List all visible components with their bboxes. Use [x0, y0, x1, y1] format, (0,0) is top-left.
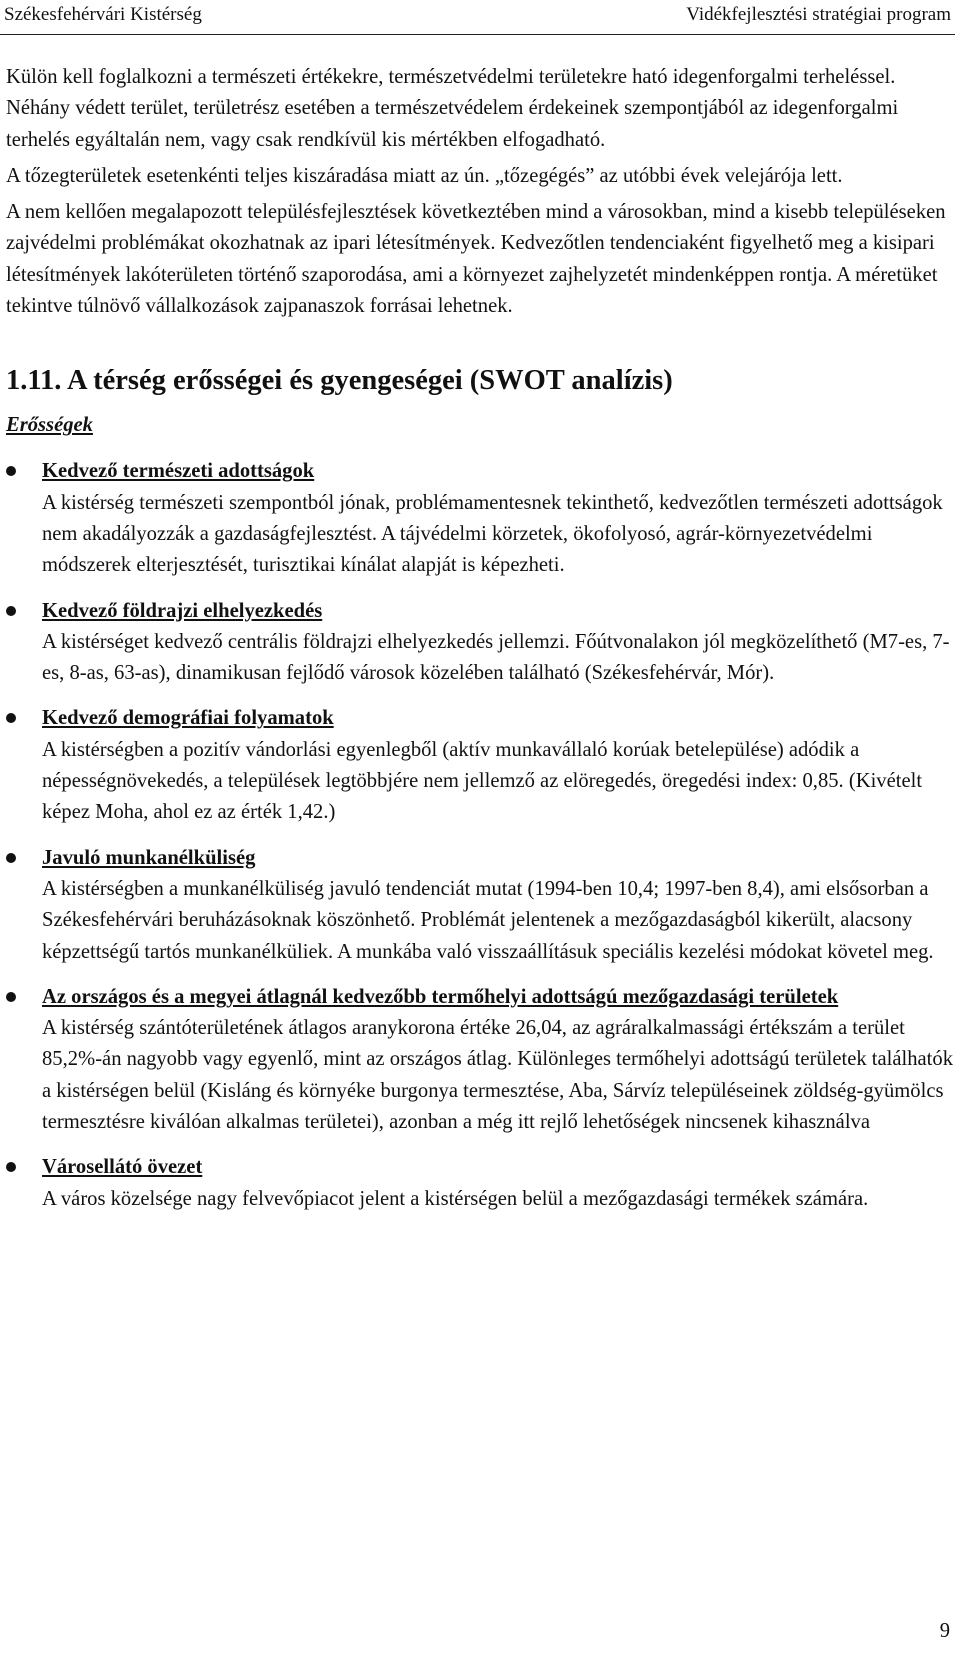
- strength-text: A kistérség természeti szempontból jónak, problémamentesnek tekinthető, kedvezőtlen természeti adottságok nem akadályozzák a gazdaságfejlesztést. A tájvédelmi körzetek, ökofolyosó, agrár-környezetvédelmi módszerek elterjesztését, turisztikai kínálat alapját is képezheti.: [42, 491, 943, 577]
- strength-item: [6, 596, 954, 690]
- intro-paragraph: A nem kellően megalapozott településfejlesztések következtében mind a városokban, mind a kisebb településeken zajvédelmi problémákat okozhatnak az ipari létesítmények. Kedvezőtlen tendenciaként figyelhető meg a kisipari létesítmények lakóterületen történő szaporodása, ami a környezet zajhelyzetét mindenképpen rontja. A méretüket tekintve túlnövő vállalkozások zajpanaszok forrásai lehetnek.: [6, 201, 946, 318]
- strength-item: [6, 843, 954, 968]
- header-left-text: Székesfehérvári Kistérség: [4, 4, 202, 25]
- strength-item: [6, 1152, 954, 1215]
- bullet-icon: [6, 466, 16, 476]
- strength-title: Az országos és a megyei átlagnál kedvezőbb termőhelyi adottságú mezőgazdasági területek: [42, 985, 839, 1008]
- strength-title: Kedvező természeti adottságok: [42, 460, 315, 483]
- strength-title: Kedvező földrajzi elhelyezkedés: [42, 599, 323, 622]
- bullet-icon: [6, 992, 16, 1002]
- page-number: 9: [939, 1620, 950, 1642]
- bullet-icon: [6, 853, 16, 863]
- strength-title: Kedvező demográfiai folyamatok: [42, 707, 334, 730]
- strength-item: [6, 703, 954, 828]
- page-header: [0, 4, 955, 35]
- intro-paragraph: A tőzegterületek esetenkénti teljes kiszáradása miatt az ún. „tőzegégés” az utóbbi évek velejárója lett.: [6, 164, 843, 187]
- strength-text: A kistérségben a munkanélküliség javuló tendenciát mutat (1994-ben 10,4; 1997-ben 8,4), ami elsősorban a Székesfehérvári beruházásoknak köszönhető. Problémát jelentenek a mezőgazdaságból kikerült, alacsony képzettségű tartós munkanélküliek. A munkába való visszaállításuk speciális kezelési módokat követel meg.: [42, 877, 934, 963]
- strength-text: A kistérség szántóterületének átlagos aranykorona értéke 26,04, az agráralkalmassági értékszám a terület 85,2%-án nagyobb vagy egyenlő, mint az országos átlag. Különleges termőhelyi adottságú területek találhatók a kistérségen belül (Kisláng és környéke burgonya termesztése, Aba, Sárvíz településeinek zöldség-gyümölcs termesztésre kiválóan alkalmas területei), azonban a még itt rejlő lehetőségek nincsenek kihasználva: [42, 1017, 954, 1134]
- strength-text: A kistérséget kedvező centrális földrajzi elhelyezkedés jellemzi. Főútvonalakon jól megközelíthető (M7-es, 7-es, 8-as, 63-as), dinamikusan fejlődő városok közelében található (Székesfehérvár, Mór).: [42, 630, 950, 685]
- strength-item: [6, 456, 954, 581]
- strength-text: A város közelsége nagy felvevőpiacot jelent a kistérségen belül a mezőgazdasági termékek számára.: [42, 1187, 869, 1210]
- strength-item: [6, 982, 954, 1138]
- section-subheading: Erősségek: [6, 414, 93, 437]
- bullet-icon: [6, 1162, 16, 1172]
- section-heading: 1.11. A térség erősségei és gyengeségei (SWOT analízis): [6, 365, 673, 397]
- strength-title: Városellátó övezet: [42, 1156, 203, 1179]
- strength-text: A kistérségben a pozitív vándorlási egyenlegből (aktív munkavállaló korúak betelepülése) adódik a népességnövekedés, a települések legtöbbjére nem jellemző az elöregedés, öregedési index: 0,85. (Kivételt képez Moha, ahol ez az érték 1,42.): [42, 738, 923, 824]
- bullet-icon: [6, 606, 16, 616]
- strengths-list: [6, 456, 954, 1215]
- intro-paragraph: Külön kell foglalkozni a természeti értékekre, természetvédelmi területekre ható idegenforgalmi terheléssel. Néhány védett terület, területrész esetében a természetvédelem érdekeinek szempontjából az idegenforgalmi terhelés egyáltalán nem, vagy csak rendkívül kis mértékben elfogadható.: [6, 66, 899, 151]
- header-right-text: Vidékfejlesztési stratégiai program: [686, 4, 951, 25]
- page-content: [6, 62, 954, 1229]
- strength-title: Javuló munkanélküliség: [42, 846, 256, 869]
- bullet-icon: [6, 713, 16, 723]
